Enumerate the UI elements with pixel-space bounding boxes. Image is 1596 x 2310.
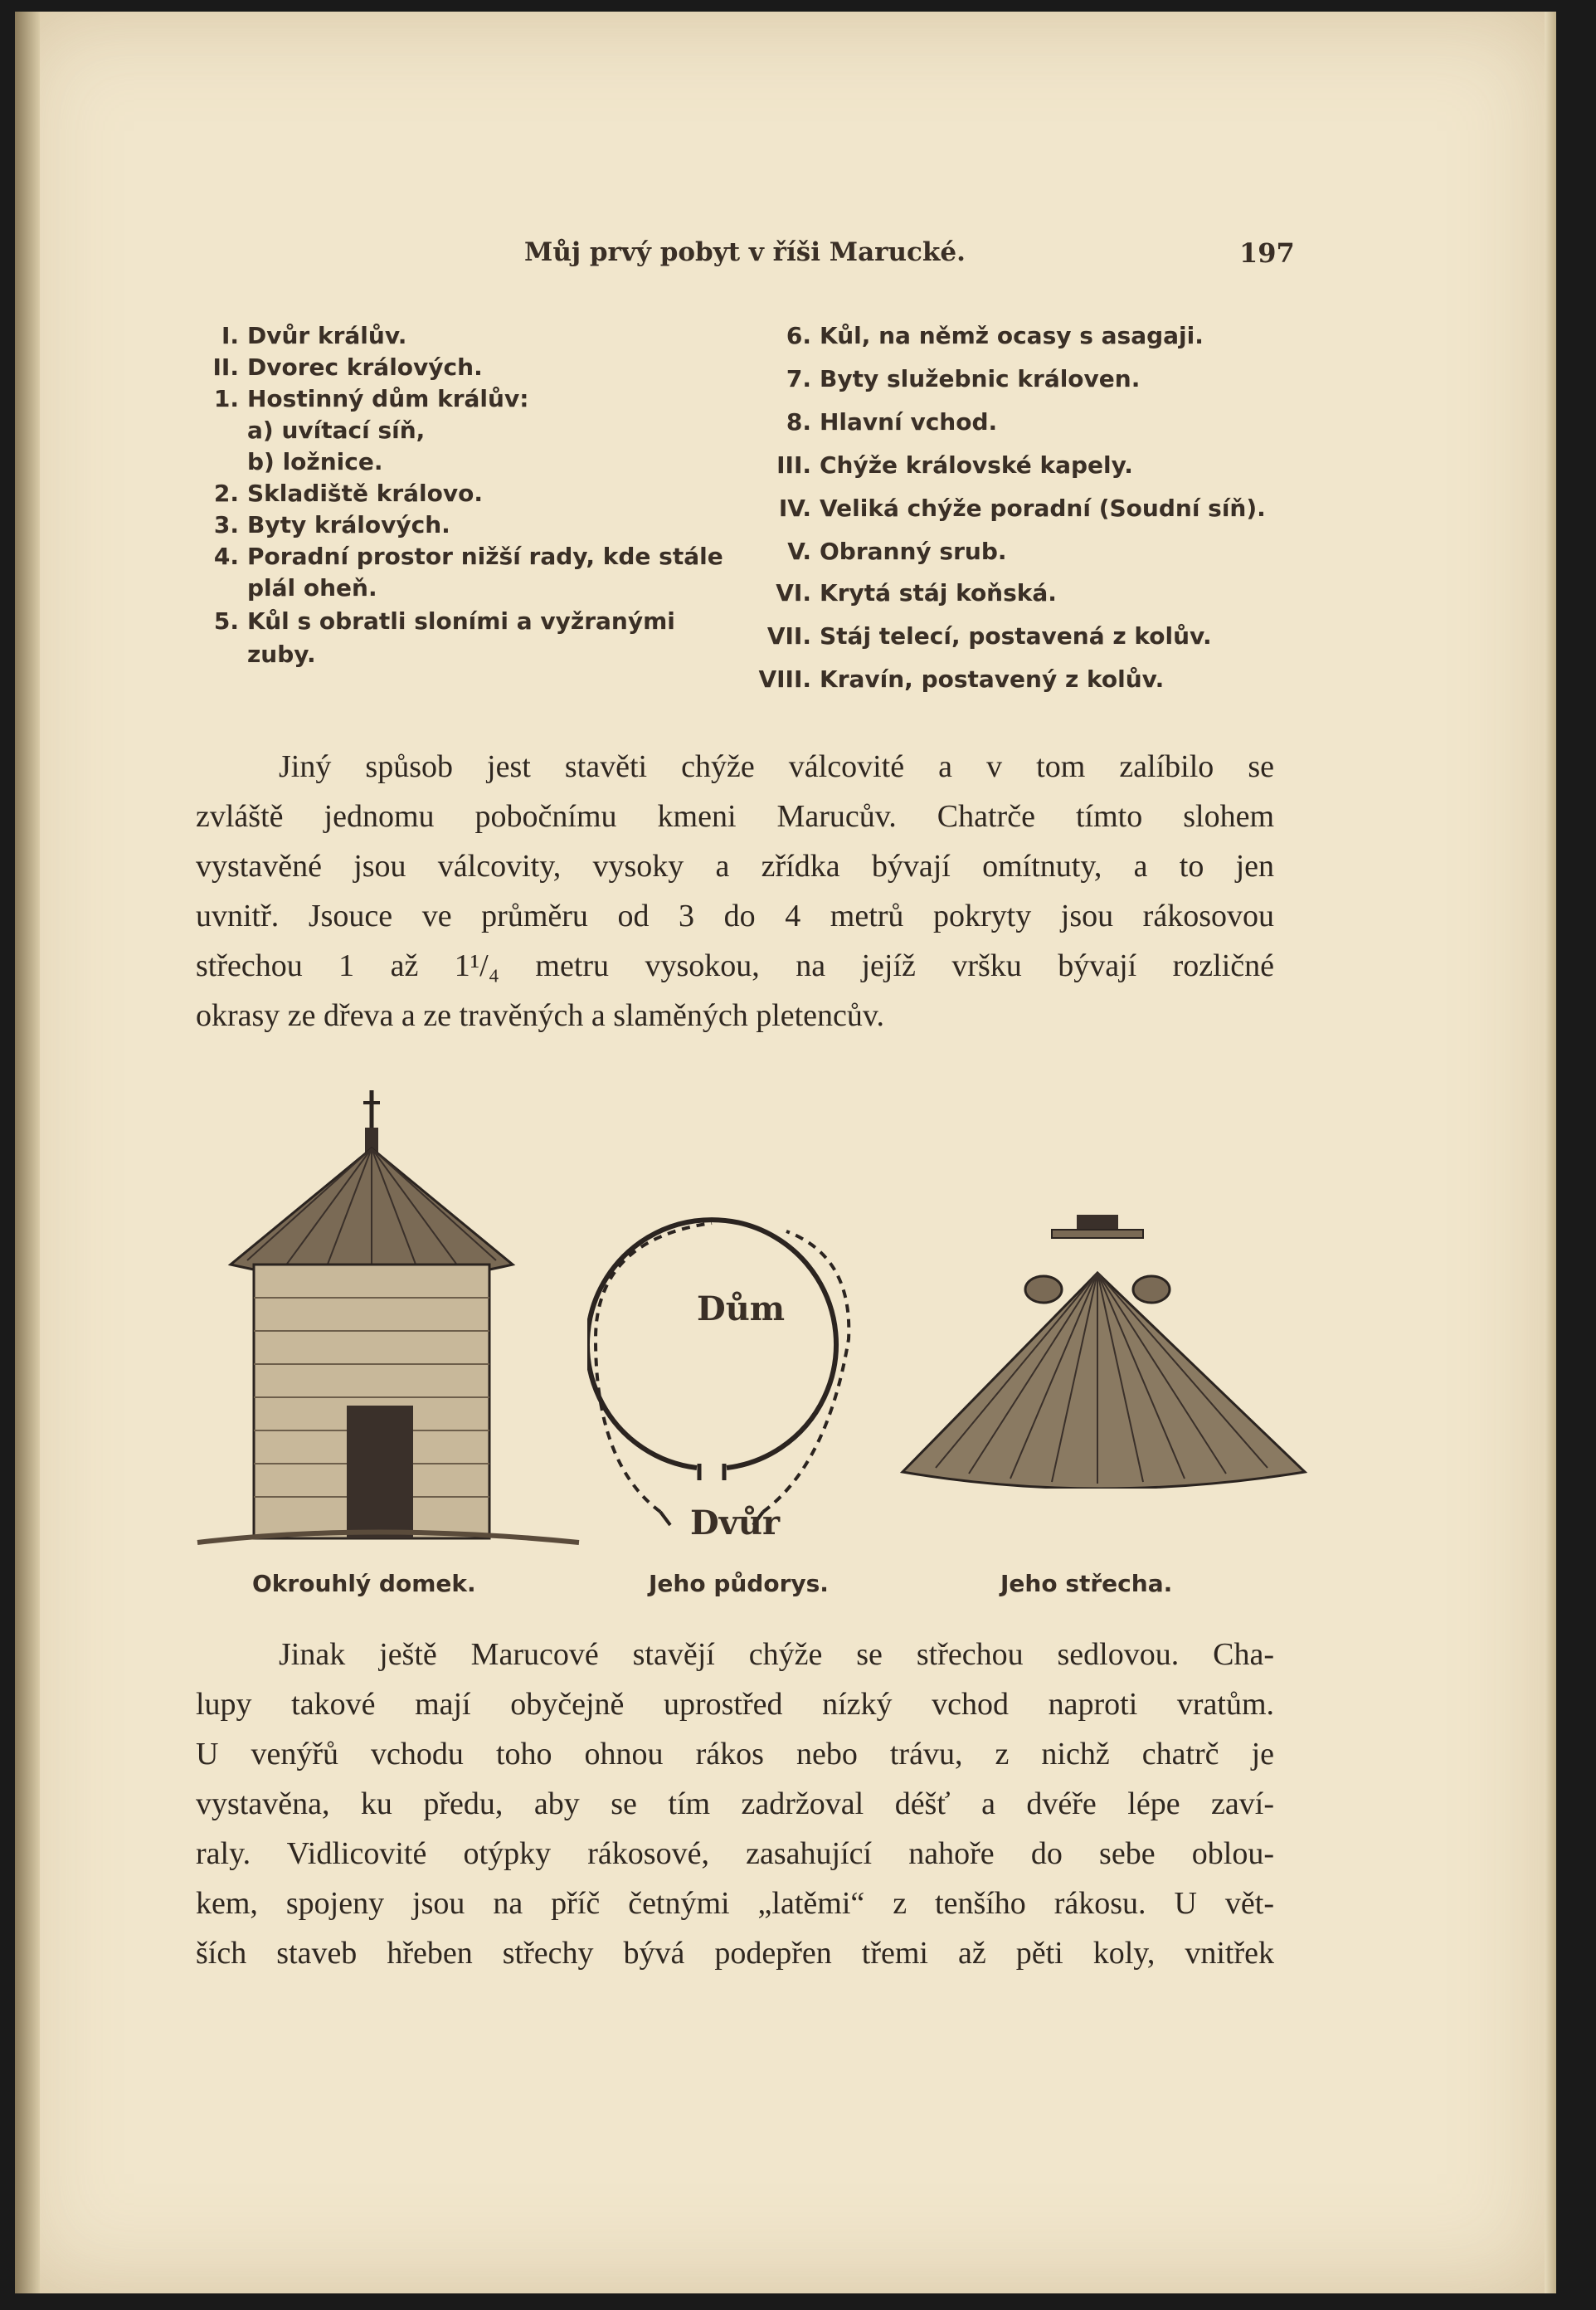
text-line: uvnitř. Jsouce ve průměru od 3 do 4 metrů pokryty jsou rákosovou [196,899,1274,933]
text-line: kem, spojeny jsou na příč četnými „latěmi“ z tenšího rákosu. U vět- [196,1886,1274,1921]
legend-item: 8. Hlavní vchod. [786,408,998,436]
running-head: Můj prvý pobyt v říši Marucké. [524,237,966,267]
legend-item: b) ložnice. [247,448,383,475]
book-spine [15,12,40,2293]
text-line: ších staveb hřeben střechy bývá podepřen třemi až pěti koly, vnitřek [196,1936,1274,1971]
legend-item: plál oheň. [247,574,377,602]
legend-item: VIII. Kravín, postavený z kolův. [758,665,1165,693]
legend-item: zuby. [247,641,316,668]
text-line: Jiný spůsob jest stavěti chýže válcovité a v tom zalíbilo se [279,749,1274,784]
legend-item: 2. Skladiště královo. [213,480,483,507]
conical-roof-illustration [886,1206,1317,1489]
text-line: U venýřů vchodu toho ohnou rákos nebo trávu, z nichž chatrč je [196,1737,1274,1771]
legend-item: II. Dvorec králových. [212,353,483,381]
legend-item: 3. Byty králových. [213,511,450,539]
plan-label-yard: Dvůr [690,1503,781,1542]
legend-item: 5. Kůl s obratli sloními a vyžranými [213,607,675,635]
page-edge [1545,12,1556,2293]
legend-item: I. Dvůr králův. [221,322,407,349]
caption-round-hut: Okrouhlý domek. [252,1570,476,1597]
text-line: Jinak ještě Marucové stavějí chýže se střechou sedlovou. Cha- [279,1637,1274,1672]
legend-item: 6. Kůl, na němž ocasy s asagaji. [786,322,1204,349]
legend-item: 1. Hostinný dům králův: [213,385,529,412]
text-line: okrasy ze dřeva a ze travěných a slaměných pletencův. [196,998,884,1033]
text-line: vystavěna, ku předu, aby se tím zadržoval déšť a dvéře lépe zaví- [196,1786,1274,1821]
plan-label-house: Dům [697,1289,786,1328]
caption-floor-plan: Jeho půdorys. [649,1570,829,1597]
floor-plan-diagram [587,1190,903,1538]
text-line: raly. Vidlicovité otýpky rákosové, zasahující nahoře do sebe oblou- [196,1836,1274,1871]
legend-item: IV. Veliká chýže poradní (Soudní síň). [778,495,1266,522]
text-line: střechou 1 až 1¹/₄ metru vysokou, na jejíž vršku bývají rozličné [196,948,1274,983]
legend-item: a) uvítací síň, [247,417,426,444]
text-line: zvláště jednomu pobočnímu kmeni Marucův. Chatrče tímto slohem [196,799,1274,834]
caption-roof: Jeho střecha. [1000,1570,1173,1597]
round-hut-illustration [181,1082,612,1563]
legend-item: 7. Byty služebnic královen. [786,365,1141,392]
legend-item: III. Chýže královské kapely. [776,451,1133,479]
text-line: vystavěné jsou válcovity, vysoky a zřídka bývají omítnuty, a to jen [196,849,1274,884]
page-number: 197 [1239,237,1295,269]
legend-item: VI. Krytá stáj koňská. [776,579,1057,607]
legend-item: V. Obranný srub. [787,538,1007,565]
legend-item: 4. Poradní prostor nižší rady, kde stále [213,543,723,570]
text-line: lupy takové mají obyčejně uprostřed nízký vchod naproti vratům. [196,1687,1274,1722]
book-page [15,12,1556,2293]
legend-item: VII. Stáj telecí, postavená z kolův. [766,622,1212,650]
